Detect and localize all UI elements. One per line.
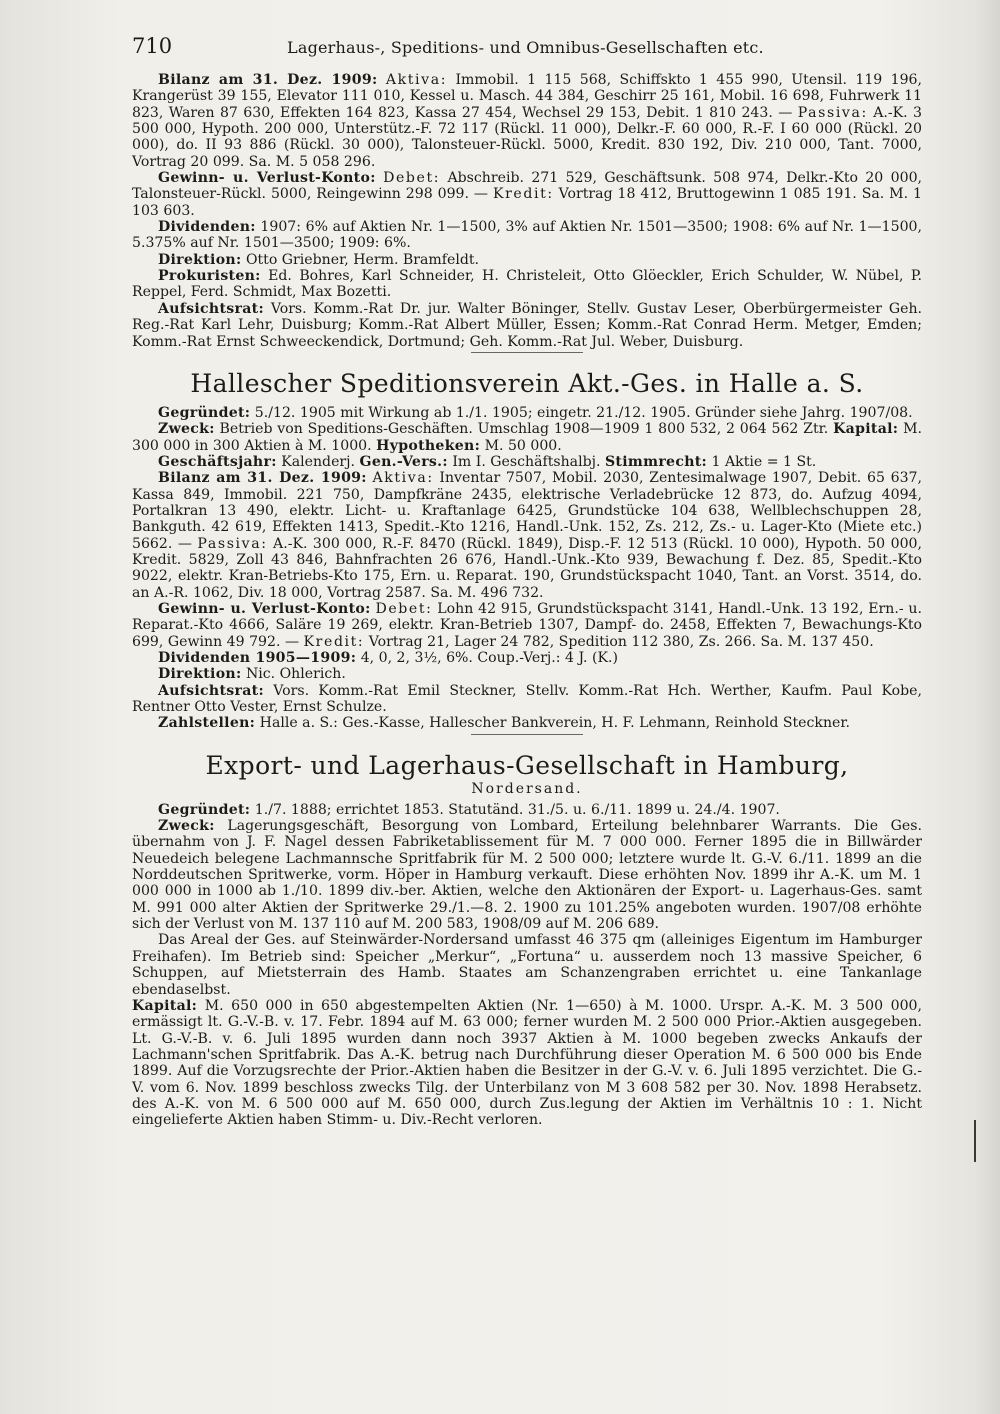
kredit-text: Vortrag 18 412, Bruttogewinn 1 085 191. Sa. M. 1 103 603. [132, 186, 922, 219]
direktion-text: Nic. Ohlerich. [245, 666, 346, 683]
prokuristen-entry [132, 268, 922, 301]
company-title-halle: Hallescher Speditionsverein Akt.-Ges. in Halle a. S. [190, 368, 864, 398]
zweck-entry [132, 818, 922, 932]
zahlstellen-label: Zahlstellen: [158, 715, 256, 732]
zahlstellen-entry [132, 715, 922, 731]
direktion-entry [132, 252, 922, 268]
debet-label: Debet: [375, 600, 433, 617]
zweck-label: Zweck: [158, 421, 215, 438]
page-number: 710 [132, 34, 173, 58]
debet-text: Abschreib. 271 529, Geschäftsunk. 508 974, Delkr.-Kto 20 000, Talonsteuer-Rückl. 5000, Reingewinn 298 099. — [132, 170, 923, 203]
dividenden-text: 4, 0, 2, 3½, 6%. Coup.-Verj.: 4 J. (K.) [360, 650, 618, 666]
section-divider [471, 352, 583, 353]
bilanz-passiva-text: A.-K. 3 500 000, Hypoth. 200 000, Unterstütz.-F. 72 117 (Rückl. 11 000), Delkr.-F. 60 000, R.-F. I 60 000 (Rückl. 20 000), do. II 93 886 (Rückl. 30 000), Talonsteuer-Rückl. 5000, Kredit. 830 192, Div. 210 000, Tant. 7000, Vortrag 20 099. Sa. M. 5 058 296. [132, 104, 923, 170]
debet-text: Lohn 42 915, Grundstückspacht 3141, Handl.-Unk. 13 192, Ern.- u. Reparat.-Kto 4666, Saläre 19 269, elektr. Kran-Betrieb 1307, Dampf- do. 2458, Effekten 7, Bewachungs-Kto 699, Gewinn 49 792. — [132, 600, 922, 650]
kapital-label: Kapital: [833, 421, 899, 438]
direktion-label: Direktion: [158, 251, 242, 268]
gegruendet-label: Gegründet: [158, 404, 251, 421]
areal-text: Das Areal der Ges. auf Steinwärder-Nordersand umfasst 46 375 qm (alleiniges Eigentum im Hamburger Freihafen). Im Betrieb sind: Speicher „Merkur“, „Fortuna“ u. ausserdem noch 13 massive Speicher, 6 Schuppen, auf Mietsterrain des Hamb. Staates am Schanzengraben errichtet u. eine Tankanlage ebendaselbst. [132, 932, 922, 998]
stimmrecht-text: 1 Aktie = 1 St. [711, 453, 817, 470]
genvers-label: Gen.-Vers.: [359, 453, 448, 470]
passiva-label: Passiva: [797, 104, 868, 121]
dividenden-label: Dividenden 1905—1909: [158, 650, 357, 666]
direktion-text: Otto Griebner, Herm. Bramfeldt. [245, 251, 479, 268]
zweck-text: Betrieb von Speditions-Geschäften. Umschlag 1908—1909 1 800 532, 2 064 562 Ztr. [219, 421, 829, 438]
bilanz-aktiva-text: Immobil. 1 115 568, Schiffskto 1 455 990, Utensil. 119 196, Krangerüst 39 155, Elevator 111 010, Kessel u. Masch. 44 384, Geschirr 25 161, Mobil. 16 698, Fuhrwerk 11 823, Waren 87 630, Effekten 164 823, Kassa 27 454, Wechsel 29 153, Debit. 1 810 243. — [132, 72, 922, 121]
dividenden-text: 1907: 6% auf Aktien Nr. 1—1500, 3% auf Aktien Nr. 1501—3500; 1908: 6% auf Nr. 1—1500, 5.375% auf Nr. 1501—3500; 1909: 6%. [132, 219, 923, 252]
areal-entry [132, 932, 922, 997]
bilanz-label: Bilanz am 31. Dez. 1909: [158, 72, 378, 88]
zweck-label: Zweck: [158, 818, 215, 835]
hypotheken-text: M. 50 000. [484, 437, 562, 454]
gegruendet-entry [132, 405, 922, 421]
gewinn-verlust-entry [132, 170, 922, 219]
kapital-text: M. 300 000 in 300 Aktien à M. 1000. [132, 421, 923, 454]
genvers-text: Im I. Geschäftshalbj. [452, 453, 601, 470]
aufsichtsrat-entry [132, 301, 922, 350]
zweck-entry [132, 421, 922, 454]
bilanz-passiva-text: A.-K. 300 000, R.-F. 8470 (Rückl. 1849), Disp.-F. 12 513 (Rückl. 10 000), Hypoth. 50 000, Kredit. 5829, Zoll 43 846, Bahnfrachten 26 676, Handl.-Unk.-Kto 939, Bewachung f. Dez. 85, Spedit.-Kto 9022, elektr. Kran-Betriebs-Kto 175, Ern. u. Reparat. 190, Grundstückspacht 1040, Tant. an Vorst. 3514, do. an A.-R. 1062, Div. 18 000, Vortrag 2587. Sa. M. 496 732. [132, 535, 923, 601]
aufsichtsrat-text: Vors. Komm.-Rat Emil Steckner, Stellv. Komm.-Rat Hch. Werther, Kaufm. Paul Kobe, Rentner Otto Vester, Ernst Schulze. [132, 682, 922, 716]
aufsichtsrat-label: Aufsichtsrat: [158, 682, 264, 699]
geschaeftsjahr-text: Kalenderj. [281, 453, 356, 470]
gewinn-verlust-entry [132, 601, 922, 650]
gewinn-verlust-label: Gewinn- u. Verlust-Konto: [158, 170, 376, 187]
aufsichtsrat-text: Vors. Komm.-Rat Dr. jur. Walter Böninger, Stellv. Gustav Leser, Oberbürgermeister Geh. Reg.-Rat Karl Lehr, Duisburg; Komm.-Rat Albert Müller, Essen; Komm.-Rat Conrad Herm. Metger, Emden; Komm.-Rat Ernst Schweeckendick, Dortmund; Geh. Komm.-Rat Jul. Weber, Duisburg. [132, 300, 923, 350]
passiva-label: Passiva: [197, 535, 268, 552]
debet-label: Debet: [383, 170, 441, 187]
stimmrecht-label: Stimmrecht: [604, 453, 708, 470]
gegruendet-label: Gegründet: [158, 801, 251, 818]
running-head: Lagerhaus-, Speditions- und Omnibus-Gesellschaften etc. [287, 38, 764, 57]
company-subtitle: Nordersand. [471, 780, 583, 797]
gewinn-verlust-label: Gewinn- u. Verlust-Konto: [158, 600, 371, 617]
gegruendet-text: 5./12. 1905 mit Wirkung ab 1./1. 1905; eingetr. 21./12. 1905. Gründer siehe Jahrg. 1907/08. [254, 404, 913, 421]
kredit-label: Kredit: [492, 186, 554, 203]
scan-edge-shadow [974, 0, 1000, 1414]
kapital-entry [132, 998, 922, 1129]
company-title-hamburg: Export- und Lagerhaus-Gesellschaft in Hamburg, [205, 750, 849, 780]
bilanz-aktiva-text: Inventar 7507, Mobil. 2030, Zentesimalwage 1907, Debit. 65 637, Kassa 849, Immobil. 221 750, Dampfkräne 2435, elektrische Verladebrücke 12 873, do. Aufzug 4094, Portalkran 13 490, elektr. Licht- u. Kraftanlage 6425, Grundstücke 104 638, Wellblechschuppen 28, Bankguth. 42 619, Effekten 1413, Spedit.-Kto 1216, Handl.-Unk. 152, Zs. 212, Zs.- u. Lager-Kto (Miete etc.) 5662. — [132, 470, 922, 552]
direktion-entry [132, 666, 922, 682]
gegruendet-text: 1./7. 1888; errichtet 1853. Statutänd. 31./5. u. 6./11. 1899 u. 24./4. 1907. [254, 801, 780, 818]
bilanz-label: Bilanz am 31. Dez. 1909: [158, 470, 367, 487]
bilanz-entry [132, 470, 922, 601]
kredit-label: Kredit: [303, 633, 365, 650]
page-content [132, 72, 922, 1129]
page-header [132, 34, 922, 68]
zweck-text: Lagerungsgeschäft, Besorgung von Lombard, Erteilung belehnbarer Warrants. Die Ges. übernahm von J. F. Nagel dessen Fabriketablissement für M. 7 000 000. Ferner 1895 die in Billwärder Neuedeich belegene Lachmannsche Spritfabrik für M. 2 500 000; letztere wurde lt. G.-V. 6./11. 1899 an die Norddeutschen Spritwerke, vorm. Höper in Hamburg verkauft. Diese erhöhten Nov. 1899 ihr A.-K. um M. 1 000 000 in 1000 ab 1./10. 1899 div.-ber. Aktien, welche den Aktionären der Export- u. Lagerhaus-Ges. samt M. 991 000 alter Aktien der Spritwerke 29./1.—8. 2. 1900 zu 101.25% angeboten wurden. 1907/08 erhöhte sich der Verlust von M. 137 110 auf M. 200 583, 1908/09 auf M. 206 689. [132, 818, 922, 933]
dividenden-entry [132, 219, 922, 252]
zahlstellen-text: Halle a. S.: Ges.-Kasse, Hallescher Bankverein, H. F. Lehmann, Reinhold Steckner. [259, 715, 851, 732]
section-divider [471, 734, 583, 735]
aktiva-label: Aktiva: [372, 470, 434, 487]
kredit-text: Vortrag 21, Lager 24 782, Spedition 112 380, Zs. 266. Sa. M. 137 450. [368, 633, 874, 650]
aufsichtsrat-label: Aufsichtsrat: [158, 300, 264, 317]
prokuristen-text: Ed. Bohres, Karl Schneider, H. Christeleit, Otto Glöeckler, Erich Schulder, W. Nübel, P. Reppel, Ferd. Schmidt, Max Bozetti. [132, 268, 922, 301]
dividenden-label: Dividenden: [158, 219, 256, 236]
aufsichtsrat-entry [132, 683, 922, 716]
direktion-label: Direktion: [158, 666, 242, 683]
gegruendet-entry [132, 802, 922, 818]
prokuristen-label: Prokuristen: [158, 268, 261, 285]
geschaeftsjahr-entry [132, 454, 922, 470]
aktiva-label: Aktiva: [385, 72, 448, 88]
bilanz-entry [132, 72, 922, 170]
dividenden-entry [132, 650, 922, 666]
kapital-text: M. 650 000 in 650 abgestempelten Aktien (Nr. 1—650) à M. 1000. Urspr. A.-K. M. 3 500 000, ermässigt lt. G.-V.-B. v. 17. Febr. 1894 auf M. 63 000; ferner wurden M. 2 500 000 Prior.-Aktien ausgegeben. Lt. G.-V.-B. v. 6. Juli 1895 wurden dann noch 3937 Aktien à M. 1000 begeben zwecks Ankaufs der Lachmann'schen Spritfabrik. Das A.-K. betrug nach Durchführung dieser Operation M. 6 500 000 bis Ende 1899. Auf die Vorzugsrechte der Prior.-Aktien haben die Besitzer in der G.-V. v. 6. Juli 1895 verzichtet. Die G.-V. vom 6. Nov. 1899 beschloss zwecks Tilg. der Unterbilanz von M 3 608 582 per 30. Nov. 1898 Herabsetz. des A.-K. von M. 6 500 000 auf M. 650 000, durch Zus.legung der Aktien im Verhältnis 10 : 1. Nicht eingelieferte Aktien haben Stimm- u. Div.-Recht verloren. [132, 997, 922, 1129]
geschaeftsjahr-label: Geschäftsjahr: [158, 453, 277, 470]
kapital-label: Kapital: [132, 997, 198, 1014]
hypotheken-label: Hypotheken: [376, 437, 481, 454]
